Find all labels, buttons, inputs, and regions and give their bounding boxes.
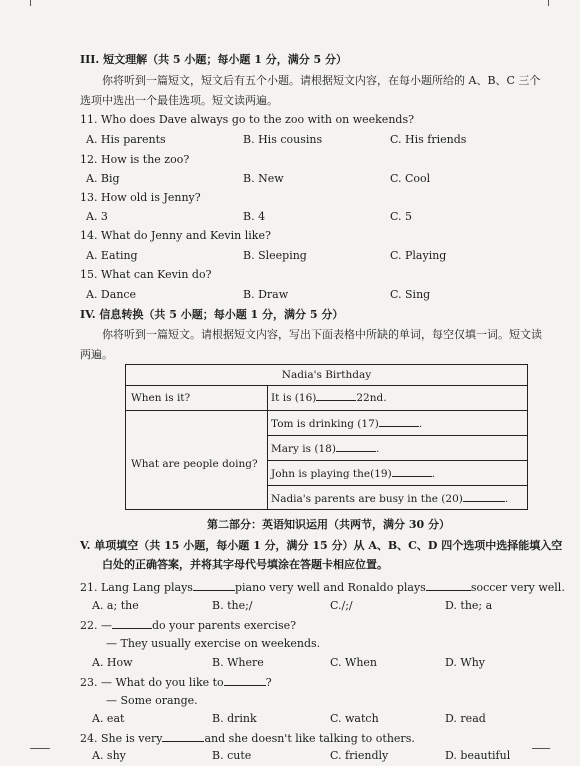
q21-part-1: 21. Lang Lang plays — [80, 581, 193, 594]
blank-18-prefix: Mary is (18) — [271, 443, 336, 455]
blank-17-prefix: Tom is drinking (17) — [271, 418, 379, 430]
q22-option-d: D. Why — [445, 656, 486, 669]
q24-part-1: 24. She is very — [80, 732, 163, 745]
q23-blank[interactable] — [224, 675, 266, 686]
period: . — [431, 468, 436, 480]
blank-16-prefix: It is (16) — [271, 392, 317, 404]
q14-option-a: A. Eating — [86, 249, 138, 262]
q22-part-2: do your parents exercise? — [152, 619, 297, 632]
row-1-answer — [271, 390, 387, 405]
table-column-divider — [267, 385, 268, 509]
q23-option-b: B. drink — [212, 712, 257, 725]
section-3-title: III. 短文理解（共 5 小题；每小题 1 分，满分 5 分） — [80, 53, 348, 66]
row-1-label: When is it? — [131, 392, 191, 404]
blank-19[interactable] — [392, 466, 432, 477]
q15-option-c: C. Sing — [390, 288, 431, 301]
q21-option-b: B. the;/ — [212, 599, 253, 612]
period: . — [504, 493, 509, 505]
q24-option-d: D. beautiful — [445, 749, 511, 762]
blank-20-prefix: Nadia's parents are busy in the (20) — [271, 493, 463, 505]
section-3-instruction-1: 你将听到一篇短文，短文后有五个小题。请根据短文内容，在每小题所给的 A、B、C 三个 — [102, 74, 541, 87]
section-3-instruction-2: 选项中选出一个最佳选项。短文读两遍。 — [80, 94, 278, 107]
q21-blank-2[interactable] — [426, 580, 471, 591]
q11-option-a: A. His parents — [86, 133, 166, 146]
table-title: Nadia's Birthday — [281, 369, 372, 381]
q14-option-b: B. Sleeping — [243, 249, 307, 262]
q21-option-c: C./;/ — [330, 599, 353, 612]
question-11: 11. Who does Dave always go to the zoo with on weekends? — [80, 113, 414, 126]
q21-part-2: piano very well and Ronaldo plays — [234, 581, 426, 594]
question-23 — [80, 675, 272, 690]
q12-option-c: C. Cool — [390, 172, 431, 185]
q11-option-b: B. His cousins — [243, 133, 323, 146]
question-13: 13. How old is Jenny? — [80, 191, 201, 204]
row-20 — [271, 491, 508, 506]
row-19 — [271, 466, 435, 481]
birthday-table — [125, 364, 528, 510]
row-2-label: What are people doing? — [131, 458, 258, 470]
part-2-title: 第二部分：英语知识运用（共两节，满分 30 分） — [207, 518, 450, 531]
table-row-divider — [267, 460, 527, 461]
q21-part-3: soccer very well. — [470, 581, 565, 594]
question-22 — [80, 618, 296, 633]
row-18 — [271, 441, 379, 456]
q23-part-1: 23. — What do you like to — [80, 676, 224, 689]
table-row-divider — [126, 410, 527, 411]
q24-option-c: C. friendly — [330, 749, 389, 762]
q15-option-b: B. Draw — [243, 288, 289, 301]
q21-option-a: A. a; the — [92, 599, 139, 612]
question-21 — [80, 580, 565, 595]
section-4-title: IV. 信息转换（共 5 小题；每小题 1 分，满分 5 分） — [80, 308, 344, 321]
table-row-divider — [267, 435, 527, 436]
q12-option-b: B. New — [243, 172, 284, 185]
section-4-instruction-2: 两遍。 — [80, 348, 113, 361]
blank-17[interactable] — [379, 416, 419, 427]
row-17 — [271, 416, 422, 431]
table-row-divider — [267, 485, 527, 486]
q22-option-a: A. How — [92, 656, 133, 669]
question-24 — [80, 731, 415, 746]
period: . — [418, 418, 423, 430]
q23-response: — Some orange. — [106, 694, 198, 707]
corner-mark-top-left — [30, 0, 31, 6]
q22-blank[interactable] — [112, 618, 152, 629]
corner-mark-bottom-left — [30, 748, 50, 749]
blank-16[interactable] — [316, 390, 356, 401]
blank-19-prefix: John is playing the(19) — [271, 468, 392, 480]
q13-option-c: C. 5 — [390, 210, 413, 223]
q14-option-c: C. Playing — [390, 249, 447, 262]
q22-response: — They usually exercise on weekends. — [106, 637, 321, 650]
corner-mark-bottom-right — [532, 748, 550, 749]
q23-option-d: D. read — [445, 712, 486, 725]
q15-option-a: A. Dance — [86, 288, 137, 301]
q24-option-b: B. cute — [212, 749, 252, 762]
blank-20[interactable] — [463, 491, 505, 502]
section-4-instruction-1: 你将听到一篇短文。请根据短文内容，写出下面表格中所缺的单词，每空仅填一词。短文读 — [102, 328, 542, 341]
question-14: 14. What do Jenny and Kevin like? — [80, 229, 271, 242]
blank-16-suffix: 22nd. — [356, 392, 387, 404]
question-12: 12. How is the zoo? — [80, 153, 190, 166]
section-5-instruction: 白处的正确答案，并将其字母代号填涂在答题卡相应位置。 — [102, 558, 388, 571]
q23-option-a: A. eat — [92, 712, 125, 725]
q24-part-2: and she doesn't like talking to others. — [204, 732, 415, 745]
q21-blank-1[interactable] — [193, 580, 235, 591]
q23-option-c: C. watch — [330, 712, 379, 725]
blank-18[interactable] — [336, 441, 376, 452]
q13-option-b: B. 4 — [243, 210, 266, 223]
q23-part-2: ? — [265, 676, 272, 689]
q13-option-a: A. 3 — [86, 210, 108, 223]
q22-option-b: B. Where — [212, 656, 264, 669]
period: . — [375, 443, 380, 455]
q22-option-c: C. When — [330, 656, 378, 669]
q22-part-1: 22. — — [80, 619, 112, 632]
q24-blank[interactable] — [162, 731, 204, 742]
q21-option-d: D. the; a — [445, 599, 493, 612]
table-row-divider — [126, 385, 527, 386]
section-5-title: V. 单项填空（共 15 小题，每小题 1 分，满分 15 分）从 A、B、C、D 四个选项中选择能填入空 — [80, 539, 563, 552]
corner-mark-top-right — [548, 0, 549, 6]
q11-option-c: C. His friends — [390, 133, 467, 146]
q24-option-a: A. shy — [92, 749, 126, 762]
question-15: 15. What can Kevin do? — [80, 268, 212, 281]
q12-option-a: A. Big — [86, 172, 120, 185]
